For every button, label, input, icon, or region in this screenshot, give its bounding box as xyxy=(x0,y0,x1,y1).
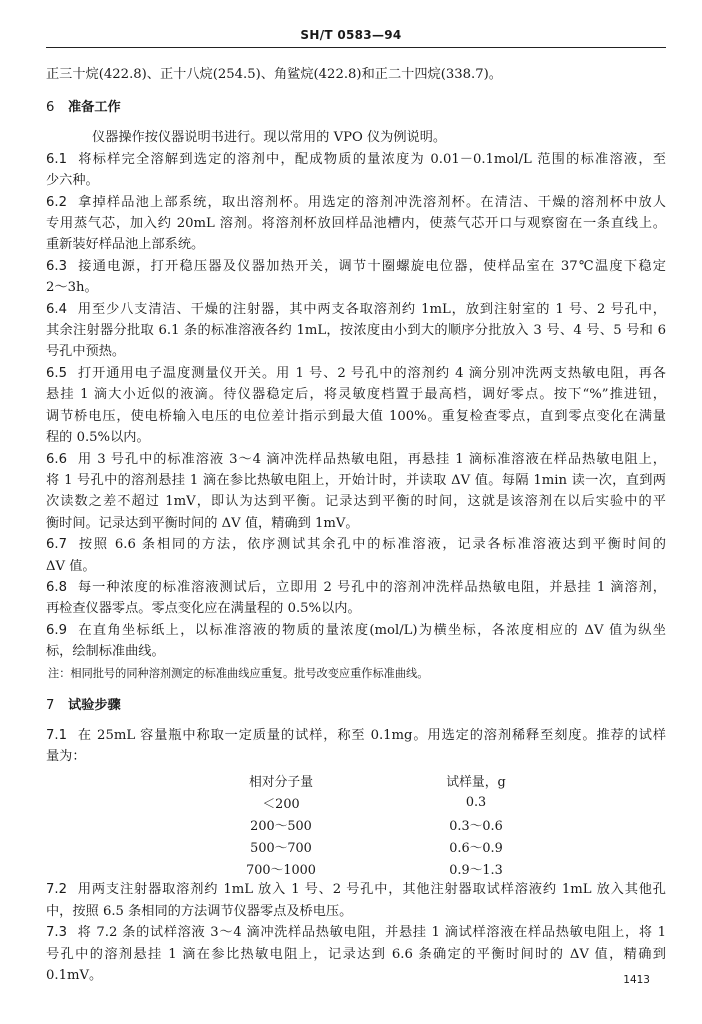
clause-line xyxy=(46,170,666,191)
table-header-cell: 试样量，g xyxy=(446,774,506,790)
clause-text: 用两支注射器取溶剂约 1mL 放入 1 号、2 号孔中，其他注射器取试样溶液约 1mL 放入其他孔 xyxy=(76,882,666,898)
table-cell: 200～500 xyxy=(250,818,312,834)
clause-line xyxy=(46,901,666,922)
clause-text: 其余注射器分批取 6.1 条的标准溶液各约 1mL，按浓度由小到大的顺序分批放入 3 号、4 号、5 号和 6 xyxy=(46,323,666,339)
clause-6-7 xyxy=(46,534,666,577)
section-title: 试验步骤 xyxy=(68,697,121,713)
clause-text: 调节桥电压，使电桥输入电压的电位差计指示到最大值 100%。重复检查零点，直到零点变化在满量 xyxy=(46,408,666,424)
section-number: 7 xyxy=(46,697,55,713)
clause-text: 量为： xyxy=(46,748,86,764)
clause-text: 拿掉样品池上部系统，取出溶剂杯。用选定的溶剂冲洗溶剂杯。在清洁、干燥的溶剂杯中放人 xyxy=(76,194,666,210)
clause-line xyxy=(46,320,666,341)
clause-line xyxy=(46,965,666,986)
clause-line xyxy=(46,534,666,555)
clause-line xyxy=(46,384,666,405)
table-cell: 700～1000 xyxy=(246,862,316,878)
table-cell: ＜200 xyxy=(262,796,300,812)
clause-line xyxy=(46,427,666,448)
clause-text: 在直角坐标纸上，以标准溶液的物质的量浓度(mol/L)为横坐标，各浓度相应的 ΔV 值为纵坐 xyxy=(76,622,666,638)
clause-text: 打开通用电子温度测量仪开关。用 1 号、2 号孔中的溶剂约 4 滴分别冲洗两支热敏电阻，再各 xyxy=(76,365,666,381)
clause-text: 次读数之差不超过 1mV，即认为达到平衡。记录达到平衡的时间，这就是该溶剂在以后实验中的平 xyxy=(46,494,666,510)
clause-text: 标，绘制标准曲线。 xyxy=(46,644,165,660)
clause-text: 0.1mV。 xyxy=(46,968,103,983)
clause-text: 将标样完全溶解到选定的溶剂中，配成物质的量浓度为 0.01－0.1mol/L 范围的标准溶液，至 xyxy=(76,151,666,167)
section-title: 准备工作 xyxy=(68,100,121,116)
section-7-heading xyxy=(46,697,666,715)
clause-text: 在 25mL 容量瓶中称取一定质量的试样，称至 0.1mg。用选定的溶剂稀释至刻度。推荐的试样 xyxy=(76,727,666,743)
page-number: 1413 xyxy=(623,974,650,986)
clause-7-1 xyxy=(46,725,666,768)
clause-6-1 xyxy=(46,149,666,192)
clause-text: 将 1 号孔中的溶剂悬挂 1 滴在参比热敏电阻上，开始计时，并读取 ΔV 值。每隔 1min 读一次，直到两 xyxy=(46,472,666,488)
clause-text: 专用蒸气芯，加入约 20mL 溶剂。将溶剂杯放回样品池槽内，使蒸气芯开口与观察窗在一条直线上。 xyxy=(46,216,666,232)
table-header-cell: 相对分子量 xyxy=(249,774,313,790)
clause-6-6 xyxy=(46,449,666,535)
page-body xyxy=(46,64,666,986)
clause-7-2 xyxy=(46,879,666,922)
clause-text: 接通电源，打开稳压器及仪器加热开关，调节十圈螺旋电位器，使样品室在 37℃温度下稳定 xyxy=(76,258,666,274)
clause-text: 重新装好样品池上部系统。 xyxy=(46,237,205,253)
clause-6-5 xyxy=(46,363,666,449)
clause-line xyxy=(46,277,666,298)
section-6-clauses xyxy=(46,149,666,663)
clause-number: 7.2 xyxy=(46,882,67,898)
clause-line xyxy=(46,725,666,746)
clause-text: 少六种。 xyxy=(46,173,99,189)
clause-number: 6.9 xyxy=(46,622,67,638)
clause-text: 每一种浓度的标准溶液测试后，立即用 2 号孔中的溶剂冲洗样品热敏电阻，并悬挂 1 滴溶剂， xyxy=(76,579,666,595)
clause-text: 用至少八支清洁、干燥的注射器，其中两支各取溶剂约 1mL，放到注射室的 1 号、2 号孔中， xyxy=(76,301,666,317)
clause-text: 号孔中预热。 xyxy=(46,344,126,360)
clause-line xyxy=(46,192,666,213)
intro-line: 正三十烷(422.8)、正十八烷(254.5)、角鲨烷(422.8)和正二十四烷(338.7)。 xyxy=(46,67,502,82)
clause-text: 号孔中的溶剂悬挂 1 滴在参比热敏电阻上，记录达到 6.6 条确定的平衡时间时的 ΔV 值，精确到 xyxy=(46,946,666,962)
header-rule xyxy=(46,47,666,48)
clause-6-4 xyxy=(46,299,666,363)
clause-line xyxy=(46,341,666,362)
clause-line xyxy=(46,641,666,662)
clause-number: 6.8 xyxy=(46,579,67,595)
clause-number: 6.1 xyxy=(46,151,67,167)
table-header-row xyxy=(226,769,536,791)
clause-line xyxy=(46,406,666,427)
clause-line xyxy=(46,944,666,965)
section-6-intro: 仪器操作按仪器说明书进行。现以常用的 VPO 仪为例说明。 xyxy=(92,130,447,146)
table-cell: 0.3～0.6 xyxy=(449,818,503,834)
clause-7-3 xyxy=(46,922,666,986)
clause-line xyxy=(46,513,666,534)
clause-number: 6.6 xyxy=(46,451,67,467)
clause-6-2 xyxy=(46,192,666,256)
clause-line xyxy=(46,491,666,512)
clause-text: 2～3h。 xyxy=(46,280,98,296)
clause-line xyxy=(46,620,666,641)
section-6-heading xyxy=(46,99,666,117)
table-cell: 0.9～1.3 xyxy=(449,862,503,878)
clause-text: 按照 6.6 条相同的方法，依序测试其余孔中的标准溶液，记录各标准溶液达到平衡时间的 xyxy=(76,537,666,553)
table-row xyxy=(226,791,536,813)
clause-text: 衡时间。记录达到平衡时间的 ΔV 值，精确到 1mV。 xyxy=(46,515,359,531)
table-row xyxy=(226,835,536,857)
clause-line xyxy=(46,922,666,943)
clause-line xyxy=(46,598,666,619)
sample-amount-table xyxy=(226,769,536,879)
table-row xyxy=(226,813,536,835)
clause-line xyxy=(46,213,666,234)
section-number: 6 xyxy=(46,100,55,116)
clause-line xyxy=(46,449,666,470)
clause-text: 用 3 号孔中的标准溶液 3～4 滴冲洗样品热敏电阻，再悬挂 1 滴标准溶液在样品热敏电阻上， xyxy=(76,451,666,467)
clause-number: 7.3 xyxy=(46,925,67,941)
clause-number: 6.4 xyxy=(46,301,67,317)
clause-number: 6.2 xyxy=(46,194,67,210)
clause-line xyxy=(46,149,666,170)
clause-text: 将 7.2 条的试样溶液 3～4 滴冲洗样品热敏电阻，并悬挂 1 滴试样溶液在样品热敏电阻上，将 1 xyxy=(76,925,666,941)
document-code-header: SH/T 0583—94 xyxy=(300,28,402,42)
clause-line xyxy=(46,879,666,900)
clause-text: 中，按照 6.5 条相同的方法调节仪器零点及桥电压。 xyxy=(46,903,353,919)
clause-number: 6.3 xyxy=(46,258,67,274)
clause-line xyxy=(46,234,666,255)
clause-6-9 xyxy=(46,620,666,663)
clause-line xyxy=(46,363,666,384)
clause-line xyxy=(46,556,666,577)
table-cell: 500～700 xyxy=(250,840,312,856)
clause-number: 6.7 xyxy=(46,537,67,553)
clause-6-3 xyxy=(46,256,666,299)
clause-number: 6.5 xyxy=(46,365,67,381)
clause-6-8 xyxy=(46,577,666,620)
clause-line xyxy=(46,577,666,598)
clause-line xyxy=(46,746,666,767)
clause-line xyxy=(46,470,666,491)
clause-text: ΔV 值。 xyxy=(46,558,96,574)
clause-number: 7.1 xyxy=(46,727,67,743)
clause-line xyxy=(46,299,666,320)
table-row xyxy=(226,857,536,879)
section-6-note: 注：相同批号的同种溶剂测定的标准曲线应重复。批号改变应重作标准曲线。 xyxy=(48,666,429,680)
clause-line xyxy=(46,256,666,277)
clause-text: 悬挂 1 滴大小近似的液滴。待仪器稳定后，将灵敏度档置于最高档，调好零点。按下“%”推进钮， xyxy=(46,387,666,403)
clause-text: 再检查仪器零点。零点变化应在满量程的 0.5%以内。 xyxy=(46,601,361,617)
table-cell: 0.6～0.9 xyxy=(449,840,503,856)
table-cell: 0.3 xyxy=(465,794,487,810)
clause-text: 程的 0.5%以内。 xyxy=(46,430,150,446)
